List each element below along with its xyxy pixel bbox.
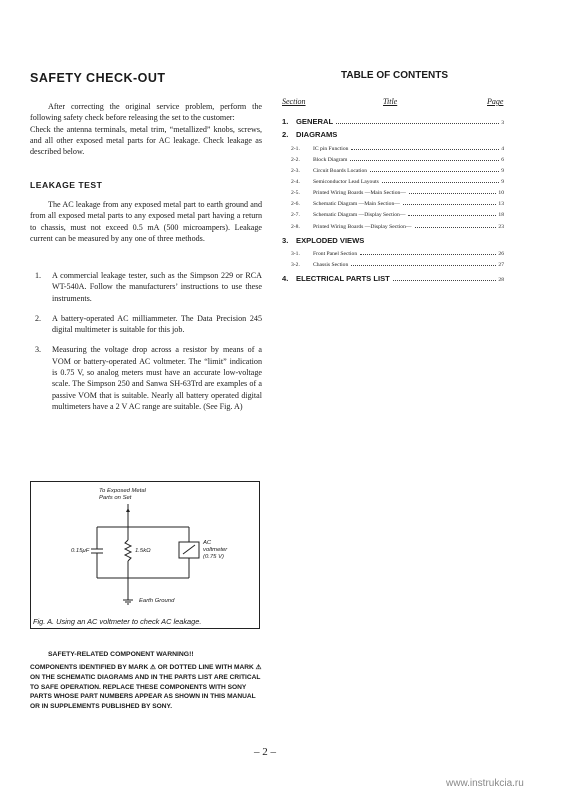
toc-entry-page: 26: [498, 251, 504, 257]
capacitor-label: 0.15μF: [71, 548, 90, 554]
toc-entry: [291, 190, 504, 196]
figure-caption: Fig. A. Using an AC voltmeter to check AC leakage.: [33, 617, 202, 626]
toc-entry: [291, 262, 504, 268]
toc-entry: [291, 201, 504, 207]
intro-paragraph-1: After correcting the original service problem, perform the following safety check before releasing the set to the customer:: [30, 102, 262, 123]
toc-entry: [282, 130, 504, 139]
toc-entry: [282, 117, 504, 126]
voltmeter-label-name: voltmeter: [203, 547, 228, 553]
method-number: 3.: [35, 345, 42, 355]
toc-dot-leader: [409, 192, 497, 194]
toc-entry-page: 6: [501, 157, 504, 163]
toc-dot-leader: [351, 264, 496, 266]
toc-entry-page: 9: [501, 179, 504, 185]
toc-dot-leader: [351, 148, 499, 150]
method-text: A battery-operated AC milliammeter. The Data Precision 245 digital multimeter is suitable for this job.: [52, 313, 262, 335]
toc-entry-index: 2-8.: [291, 224, 300, 230]
toc-entry-title: Semiconductor Lead Layouts: [313, 179, 379, 185]
toc-dot-leader: [360, 253, 496, 255]
toc-title: TABLE OF CONTENTS: [341, 70, 449, 81]
toc-entry-index: 2-5.: [291, 190, 300, 196]
toc-entry: [282, 274, 504, 283]
toc-entry-title: Printed Wiring Boards —Display Section—: [313, 224, 412, 230]
toc-entry-page: 13: [498, 201, 504, 207]
toc-entry-title: EXPLODED VIEWS: [296, 236, 365, 245]
toc-entry-title: Chassis Section: [313, 262, 349, 268]
method-number: 1.: [35, 271, 42, 280]
toc-entry-index: 3-2.: [291, 262, 300, 268]
toc-entry-index: 1.: [282, 117, 289, 126]
toc-dot-leader: [370, 170, 499, 172]
toc-entry: [291, 157, 504, 163]
toc-entry-index: 2-2.: [291, 157, 300, 163]
toc-entry-page: 3: [501, 120, 504, 126]
toc-entry: [291, 146, 504, 152]
method-item: [30, 344, 262, 412]
toc-entry-title: Front Panel Section: [313, 251, 358, 257]
toc-entry-title: Schematic Diagram —Main Section—: [313, 201, 400, 207]
toc-entry-page: 18: [498, 212, 504, 218]
method-item: [30, 270, 262, 304]
toc-entry: [291, 251, 504, 257]
toc-dot-leader: [415, 226, 497, 228]
toc-col-title: Title: [383, 97, 398, 106]
method-text: Measuring the voltage drop across a resistor by means of a VOM or battery-operated AC voltmeter. The “limit” indication is 0.75 V, so analog meters must have an accurate low-voltage scale. The Simpson 250 and Sanwa SH-63Trd are examples of a passive VOM that is suitable. Nearly all battery operated digital multimeters have a 2 V AC range are suitable. (See Fig. A): [52, 345, 262, 411]
toc-col-page: Page: [487, 97, 504, 106]
toc-entry: [291, 212, 504, 218]
toc-entry-title: GENERAL: [296, 117, 334, 126]
warning-title: SAFETY-RELATED COMPONENT WARNING!!: [48, 651, 194, 658]
toc-dot-leader: [336, 122, 499, 124]
voltmeter-label-ac: AC: [203, 540, 212, 546]
intro-paragraph-2: Check the antenna terminals, metal trim, “metallized” knobs, screws, and all other exposed metal parts for AC leakage. Check leakage as described below.: [30, 124, 262, 157]
fig-label-parts-on-set: Parts on Set: [99, 495, 132, 501]
toc-entry-page: 23: [498, 224, 504, 230]
earth-ground-label: Earth Ground: [139, 598, 175, 604]
safety-checkout-title: SAFETY CHECK-OUT: [30, 71, 166, 85]
toc-col-section: Section: [282, 97, 306, 106]
toc-dot-leader: [393, 279, 497, 281]
methods-list: [30, 270, 262, 421]
toc-entry-index: 2-6.: [291, 201, 300, 207]
toc-entry-index: 2-3.: [291, 168, 300, 174]
warning-text: COMPONENTS IDENTIFIED BY MARK ⚠ OR DOTTED LINE WITH MARK ⚠ ON THE SCHEMATIC DIAGRAMS AND IN THE PARTS LIST ARE CRITICAL TO SAFE OPERATION. REPLACE THESE COMPONENTS WITH SONY PARTS WHOSE PART NUMBERS APPEAR AS SHOWN IN THIS MANUAL OR IN SUPPLEMENTS PUBLISHED BY SONY.: [30, 664, 262, 711]
toc-entry-index: 2-4.: [291, 179, 300, 185]
toc-entry-title: Circuit Boards Location: [313, 168, 368, 174]
toc-entry: [291, 224, 504, 230]
toc-entry: [291, 179, 504, 185]
toc-entry-title: Block Diagram: [313, 157, 348, 163]
leakage-test-title: LEAKAGE TEST: [30, 180, 103, 190]
toc-entry-title: ELECTRICAL PARTS LIST: [296, 274, 390, 283]
toc-entry-index: 2-1.: [291, 146, 300, 152]
toc-entry-title: Schematic Diagram —Display Section—: [313, 212, 406, 218]
toc-entry-index: 3-1.: [291, 251, 300, 257]
toc-entry-page: 9: [501, 168, 504, 174]
toc-dot-leader: [382, 181, 499, 183]
toc-entry-index: 3.: [282, 236, 289, 245]
fig-label-exposed-metal: To Exposed Metal: [99, 488, 146, 494]
toc-entry-page: 27: [498, 262, 504, 268]
leakage-test-paragraph: The AC leakage from any exposed metal part to earth ground and from all exposed metal parts to any exposed metal part having a return to chassis, must not exceed 0.5 mA (500 microampers). Leakage current can be measured by any one of three methods.: [30, 200, 262, 243]
method-number: 2.: [35, 313, 42, 323]
toc-dot-leader: [403, 203, 497, 205]
toc-entry-index: 4.: [282, 274, 289, 283]
toc-entry-title: IC pin Function: [313, 146, 349, 152]
toc-entry-index: 2.: [282, 130, 289, 139]
toc-entry-title: DIAGRAMS: [296, 130, 338, 139]
voltmeter-label-value: (0.75 V): [203, 554, 224, 560]
toc-entry-page: 28: [498, 277, 504, 283]
toc-entry-page: 10: [498, 190, 504, 196]
method-item: [30, 313, 262, 336]
toc-entry: [291, 168, 504, 174]
watermark: www.instrukcia.ru: [446, 778, 524, 789]
toc-dot-leader: [350, 159, 499, 161]
toc-entry-page: 4: [501, 146, 504, 152]
toc-entry: [282, 236, 504, 245]
intro-text: [30, 101, 262, 157]
page-number: – 2 –: [254, 746, 276, 758]
method-text: A commercial leakage tester, such as the Simpson 229 or RCA WT-540A. Follow the manufacturers’ instructions to use these instruments.: [52, 271, 262, 303]
toc-entry-index: 2-7.: [291, 212, 300, 218]
toc-entry-title: Printed Wiring Boards —Main Section—: [313, 190, 406, 196]
resistor-label: 1.5kΩ: [135, 548, 151, 554]
toc-dot-leader: [408, 214, 496, 216]
figure-a-box: [30, 481, 260, 629]
